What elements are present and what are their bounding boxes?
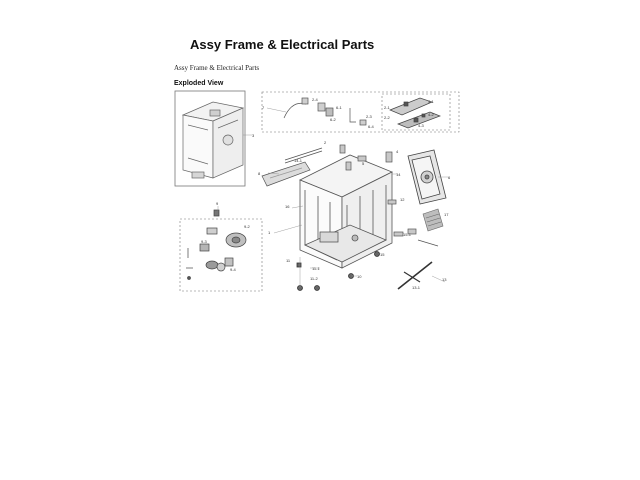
callout-12: 12: [400, 197, 405, 202]
bracket-bar: [285, 148, 322, 163]
callout-4-1: 4-1: [428, 99, 434, 104]
section-label: Exploded View: [174, 80, 224, 87]
callout-2-2: 2-2: [384, 115, 390, 120]
callout-15: 15: [380, 252, 385, 257]
callout-15-1: 15-1: [403, 232, 412, 237]
callout-3: 3: [252, 133, 255, 138]
callout-9-2: 9-2: [244, 224, 250, 229]
callout-13: 13: [442, 277, 447, 282]
callout-13-1: 13-1: [412, 285, 421, 290]
callout-10: 10: [357, 274, 362, 279]
callout-6-4: 6-4: [368, 124, 374, 129]
page-subtitle: Assy Frame & Electrical Parts: [174, 64, 260, 72]
callout-11: 11: [286, 258, 291, 263]
callout-4-3: 4-3: [418, 123, 424, 128]
callout-6: 6: [448, 175, 451, 180]
motor-parts-box: [180, 219, 262, 291]
callout-14: 14: [396, 172, 401, 177]
callout-9: 9: [216, 201, 219, 206]
callout-2-6: 2-4: [312, 97, 318, 102]
top-parts-group: [284, 98, 366, 125]
callout-6-2: 6-2: [330, 117, 336, 122]
callout-16: 16: [285, 204, 290, 209]
motor-parts: [186, 210, 246, 280]
callout-4: 4: [396, 149, 399, 154]
callout-8: 8: [258, 171, 261, 176]
callout-2: 2: [324, 140, 327, 145]
callout-2-1: 2-1: [384, 105, 390, 110]
callout-9-4: 9-4: [230, 267, 236, 272]
callout-7: 7: [262, 105, 265, 110]
cabinet-frame-detail: [183, 102, 243, 178]
callout-14-1: 14-1: [294, 158, 303, 163]
callout-17: 17: [444, 212, 449, 217]
filter-panel: [423, 209, 443, 231]
callout-1: 1: [268, 230, 271, 235]
callout-5: 5: [362, 161, 365, 166]
page-title: Assy Frame & Electrical Parts: [190, 37, 375, 52]
callout-2-3: 2-3: [366, 114, 372, 119]
callout-4-2: 4-2: [428, 112, 434, 117]
main-cabinet-frame: [300, 155, 392, 268]
callout-9-3: 9-3: [201, 239, 207, 244]
callout-6-1: 6-1: [336, 105, 342, 110]
callout-11-2: 11-2: [310, 276, 318, 281]
callout-11-1: 11-1: [312, 266, 320, 271]
